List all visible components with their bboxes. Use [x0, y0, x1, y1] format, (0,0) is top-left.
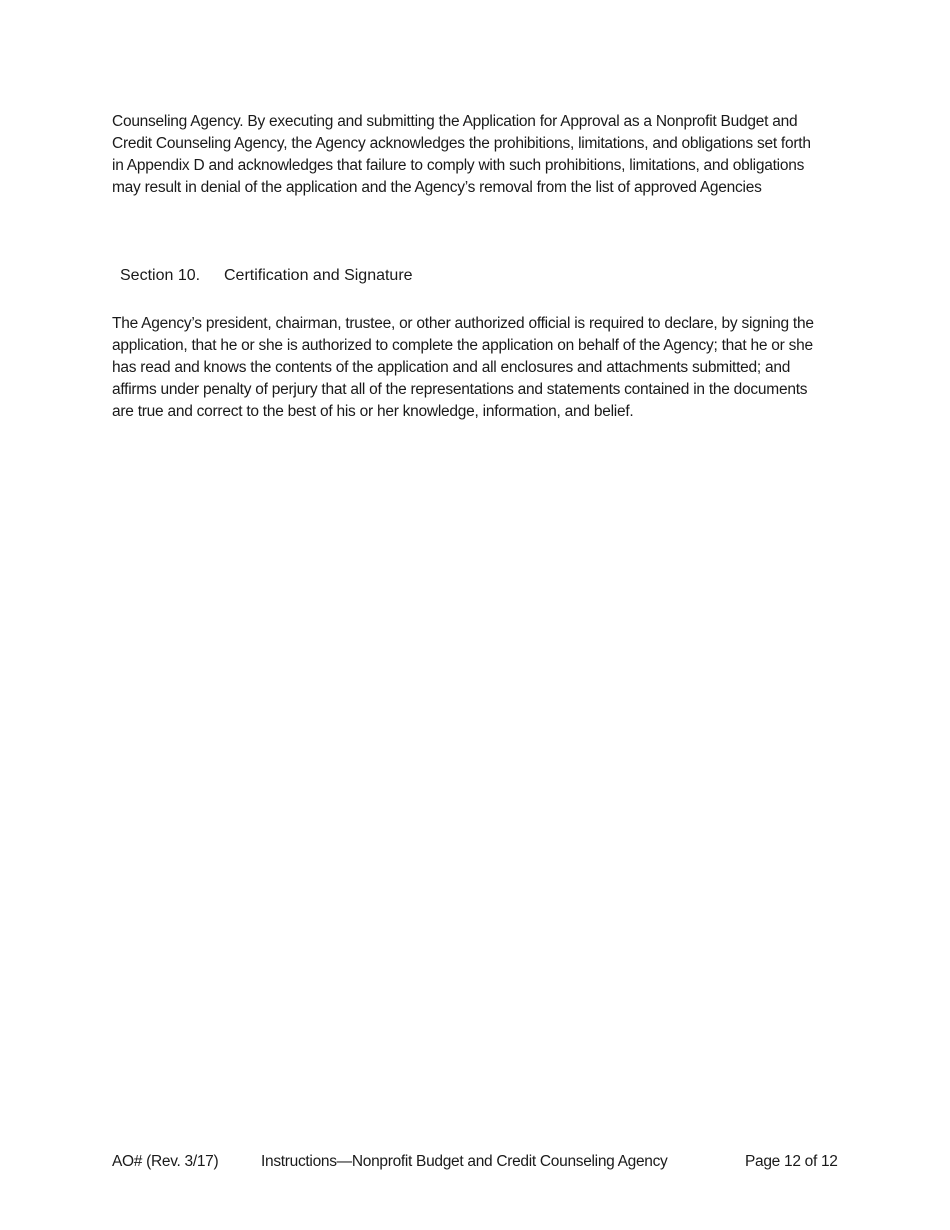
section-title: Certification and Signature: [224, 267, 413, 284]
footer-page-number: Page 12 of 12: [745, 1153, 838, 1170]
footer-document-title: Instructions—Nonprofit Budget and Credit Counseling Agency: [261, 1153, 668, 1170]
section-heading: [120, 265, 413, 287]
body-paragraph-agency-acknowledgement: Counseling Agency. By executing and submitting the Application for Approval as a Nonprofit Budget and Credit Counseling Agency, the Agency acknowledges the prohibitions, limitations, and obligations set forth in Appendix D and acknowledges that failure to comply with such prohibitions, limitations, and obligations may result in denial of the application and the Agency’s removal from the list of approved Agencies: [112, 113, 811, 196]
footer-form-id: AO# (Rev. 3/17): [112, 1153, 219, 1170]
body-paragraph-certification: The Agency’s president, chairman, trustee, or other authorized official is required to declare, by signing the application, that he or she is authorized to complete the application on behalf of the Agency; that he or she has read and knows the contents of the application and all enclosures and attachments submitted; and affirms under penalty of perjury that all of the representations and statements contained in the documents are true and correct to the best of his or her knowledge, information, and belief.: [112, 315, 814, 420]
section-number: Section 10.: [120, 267, 201, 284]
